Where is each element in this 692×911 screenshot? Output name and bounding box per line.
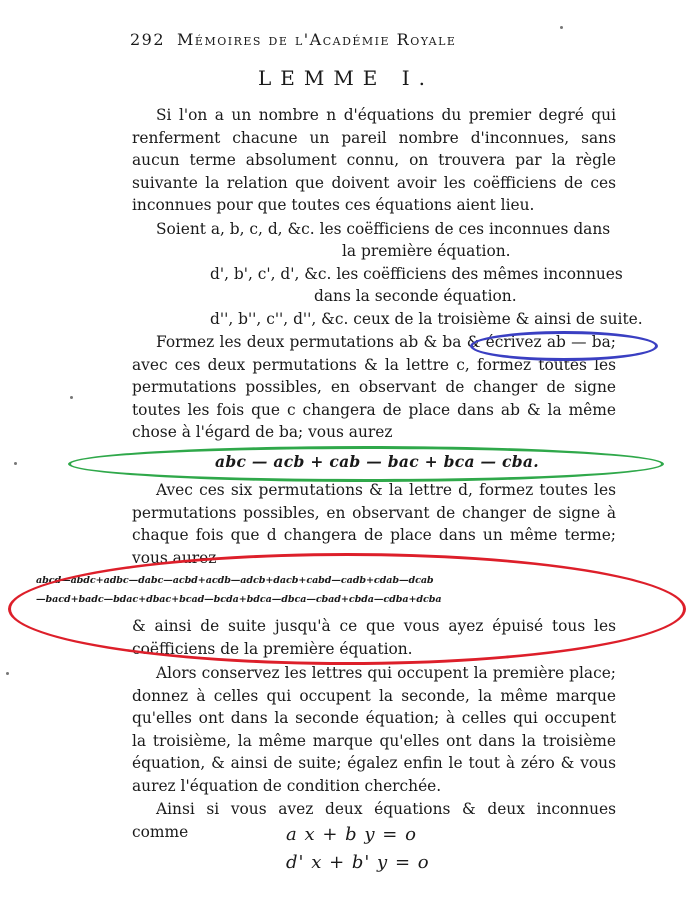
equation-1: a x + b y = o	[286, 824, 417, 845]
coefficients-line-3: d'', b'', c'', d'', &c. ceux de la troisième & ainsi de suite.	[210, 310, 643, 328]
formula-four-letters-line-2: —bacd+badc—bdac+dbac+bcad—bcda+bdca—dbca—cbad+cbda—cdba+dcba	[36, 594, 442, 605]
rule-paragraph: Alors conservez les lettres qui occupent la première place; donnez à celles qui occupent la seconde, la même marque qu'elles ont dans la seconde équation; à celles qui occupent la troisième, la même marque qu'elles ont dans la troisième équation, & ainsi de suite; égalez enfin le tout à zéro & vous aurez l'équation de condition cherchée.	[132, 664, 616, 795]
lemma-title: LEMME I.	[257, 66, 435, 90]
example-intro: Ainsi si vous avez deux équations & deux inconnues comme	[132, 800, 616, 841]
running-head	[130, 30, 570, 49]
coefficients-line-2a: d', b', c', d', &c. les coëfficiens des mêmes inconnues	[210, 265, 623, 283]
six-permutations-paragraph: Avec ces six permutations & la lettre d, formez toutes les permutations possibles, en observant de changer de signe à chaque fois que d changera de place dans un même terme; vous aurez	[132, 481, 616, 567]
formula-three-letters: abc — acb + cab — bac + bca — cba.	[215, 452, 539, 471]
formula-four-letters-line-1: abcd—abdc+adbc—dabc—acbd+acdb—adcb+dacb+cabd—cadb+cdab—dcab	[36, 575, 434, 586]
permutations-paragraph: Formez les deux permutations ab & ba & écrivez ab — ba; avec ces deux permutations & la lettre c, formez toutes les permutations possibles, en observant de changer de signe toutes les fois que c changera de place dans ab & la même chose à l'égard de ba; vous aurez	[132, 333, 616, 442]
running-title: Mémoires de l'Académie Royale	[177, 30, 457, 49]
intro-paragraph: Si l'on a un nombre n d'équations du premier degré qui renferment chacune un pareil nombre d'inconnues, sans aucun terme absolument connu, on trouvera par la règle suivante la relation que doivent avoir les coëfficiens de ces inconnues pour que toutes ces équations aient lieu.	[132, 106, 616, 215]
coefficients-line-2b: dans la seconde équation.	[314, 287, 517, 305]
scan-speck	[70, 396, 73, 399]
equation-2: d' x + b' y = o	[286, 852, 430, 873]
page-number: 292	[130, 30, 166, 49]
coefficients-line-1b: la première équation.	[342, 242, 511, 260]
scan-speck	[560, 26, 563, 29]
scan-speck	[14, 462, 17, 465]
exhaust-paragraph: & ainsi de suite jusqu'à ce que vous ayez épuisé tous les coëfficiens de la première équation.	[132, 617, 616, 658]
scan-speck	[6, 672, 9, 675]
coefficients-line-1a: Soient a, b, c, d, &c. les coëfficiens de ces inconnues dans	[156, 220, 611, 238]
